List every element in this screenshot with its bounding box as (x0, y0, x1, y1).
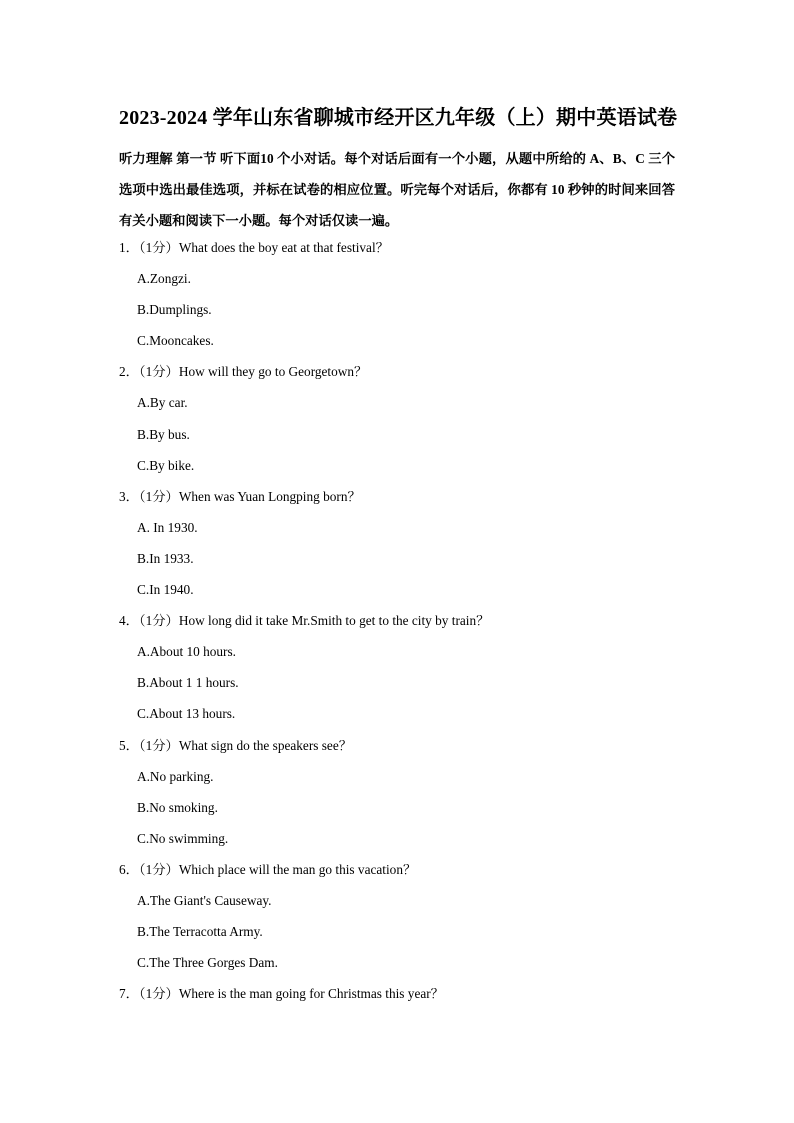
question-number: 6．（1分） (119, 861, 179, 877)
question-4 (119, 605, 679, 636)
question-text: Where is the man going for Christmas this year？ (178, 986, 444, 1002)
question-number: 7．（1分） (119, 986, 179, 1002)
option-b: B.About 1 1 hours. (137, 675, 239, 691)
question-number: 1．（1分） (119, 240, 179, 255)
option-c: C.The Three Gorges Dam. (137, 955, 278, 971)
section-instructions: 听力理解 第一节 听下面10 个小对话。每个对话后面有一个小题，从题中所给的 A、B、C 三个选项中选出最佳选项，并标在试卷的相应位置。听完每个对话后，你都有 10 秒钟的时间来回答有关小题和阅读下一小题。每个对话仅读一遍。 (119, 151, 675, 228)
question-text: How long did it take Mr.Smith to get to the city by train？ (178, 613, 490, 629)
question-number: 5．（1分） (119, 737, 179, 753)
question-text: What sign do the speakers see？ (178, 737, 353, 753)
option-c: C.By bike. (137, 457, 195, 473)
option-a: A.By car. (137, 395, 188, 411)
question-7 (119, 978, 679, 1009)
question-number: 3．（1分） (119, 488, 179, 504)
question-text: Which place will the man go this vacation？ (178, 861, 417, 877)
option-c: C.Mooncakes. (137, 333, 214, 349)
option-b: B.In 1933. (137, 550, 194, 566)
question-number: 4．（1分） (119, 613, 179, 629)
question-list (119, 232, 679, 1009)
question-number: 2．（1分） (119, 364, 179, 380)
page-title: 2023-2024 学年山东省聊城市经开区九年级（上）期中英语试卷 (119, 107, 678, 129)
question-text: What does the boy eat at that festival？ (178, 240, 389, 255)
option-c: C.About 13 hours. (137, 706, 236, 722)
option-c: C.No swimming. (137, 830, 229, 846)
option-b: B.No smoking. (137, 799, 218, 815)
question-text: When was Yuan Longping born？ (178, 488, 361, 504)
question-text: How will they go to Georgetown？ (178, 364, 368, 380)
option-a: A.About 10 hours. (137, 644, 236, 660)
question-2 (119, 356, 679, 387)
question-5 (119, 730, 679, 761)
question-3 (119, 481, 679, 512)
option-a: A. In 1930. (137, 519, 198, 535)
option-a: A.Zongzi. (137, 271, 191, 287)
option-b: B.Dumplings. (137, 302, 212, 318)
question-1 (119, 232, 679, 263)
question-6 (119, 854, 679, 885)
option-b: B.The Terracotta Army. (137, 924, 263, 940)
option-a: A.The Giant's Causeway. (137, 892, 272, 908)
option-a: A.No parking. (137, 768, 214, 784)
option-c: C.In 1940. (137, 582, 194, 598)
option-b: B.By bus. (137, 426, 190, 442)
